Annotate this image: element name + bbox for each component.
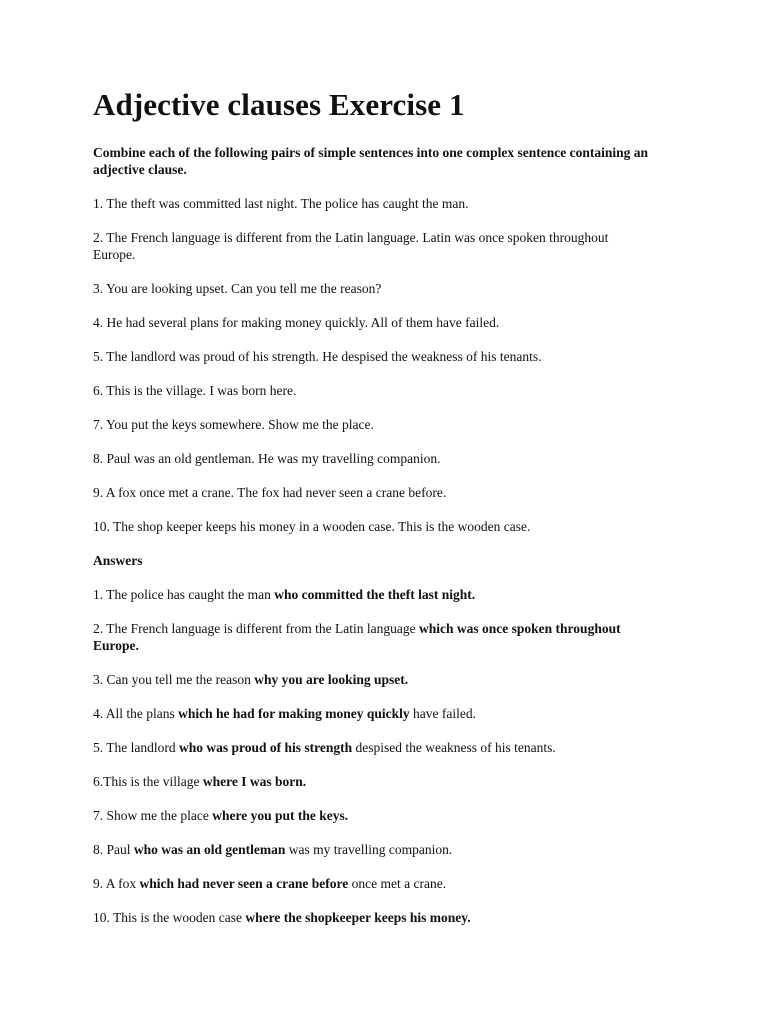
question-item: 6. This is the village. I was born here.: [93, 383, 297, 398]
document-page: [93, 86, 653, 943]
answer-clause: which had never seen a crane before: [139, 876, 349, 891]
question-item: 8. Paul was an old gentleman. He was my travelling companion.: [93, 451, 441, 466]
answer-item: [93, 807, 653, 824]
answer-clause: who committed the theft last night.: [274, 587, 476, 602]
answer-text: was my travelling companion.: [285, 842, 453, 857]
question-item: 1. The theft was committed last night. The police has caught the man.: [93, 196, 469, 211]
answer-text: 10. This is the wooden case: [93, 910, 246, 925]
answer-item: [93, 586, 653, 603]
answer-item: [93, 671, 653, 688]
answer-text: once met a crane.: [348, 876, 447, 891]
answer-text: 7. Show me the place: [93, 808, 213, 823]
answer-list: [93, 586, 653, 926]
answer-clause: which was once spoken throughout Europe.: [93, 621, 621, 653]
answers-heading: Answers: [93, 553, 143, 568]
page-title: Adjective clauses Exercise 1: [93, 87, 465, 122]
answer-item: [93, 909, 653, 926]
question-list: [93, 195, 653, 535]
question-item: 2. The French language is different from the Latin language. Latin was once spoken throughout Europe.: [93, 230, 609, 262]
answer-text: 4. All the plans: [93, 706, 179, 721]
answer-clause: who was proud of his strength: [178, 740, 353, 755]
instructions: Combine each of the following pairs of simple sentences into one complex sentence containing an adjective clause.: [93, 145, 648, 177]
question-item: 5. The landlord was proud of his strength. He despised the weakness of his tenants.: [93, 349, 542, 364]
answer-text: 3. Can you tell me the reason: [93, 672, 255, 687]
answer-text: despised the weakness of his tenants.: [352, 740, 556, 755]
answer-clause: where you put the keys.: [212, 808, 349, 823]
answer-item: [93, 875, 653, 892]
question-item: 4. He had several plans for making money quickly. All of them have failed.: [93, 315, 500, 330]
question-item: 3. You are looking upset. Can you tell me the reason?: [93, 281, 382, 296]
answer-item: [93, 705, 653, 722]
answer-clause: which he had for making money quickly: [178, 706, 410, 721]
answer-text: 1. The police has caught the man: [93, 587, 275, 602]
question-item: 10. The shop keeper keeps his money in a wooden case. This is the wooden case.: [93, 519, 531, 534]
question-item: 7. You put the keys somewhere. Show me the place.: [93, 417, 374, 432]
question-item: 9. A fox once met a crane. The fox had never seen a crane before.: [93, 485, 447, 500]
answer-text: 2. The French language is different from the Latin language: [93, 621, 420, 636]
answer-text: 5. The landlord: [93, 740, 179, 755]
answer-text: 9. A fox: [93, 876, 140, 891]
answer-item: [93, 620, 653, 654]
answer-clause: why you are looking upset.: [254, 672, 409, 687]
answer-clause: where the shopkeeper keeps his money.: [245, 910, 471, 925]
answer-clause: where I was born.: [202, 774, 307, 789]
answer-clause: who was an old gentleman: [133, 842, 286, 857]
answer-text: have failed.: [409, 706, 477, 721]
answer-text: 6.This is the village: [93, 774, 203, 789]
answer-item: [93, 773, 653, 790]
answer-item: [93, 841, 653, 858]
answer-item: [93, 739, 653, 756]
answer-text: 8. Paul: [93, 842, 134, 857]
